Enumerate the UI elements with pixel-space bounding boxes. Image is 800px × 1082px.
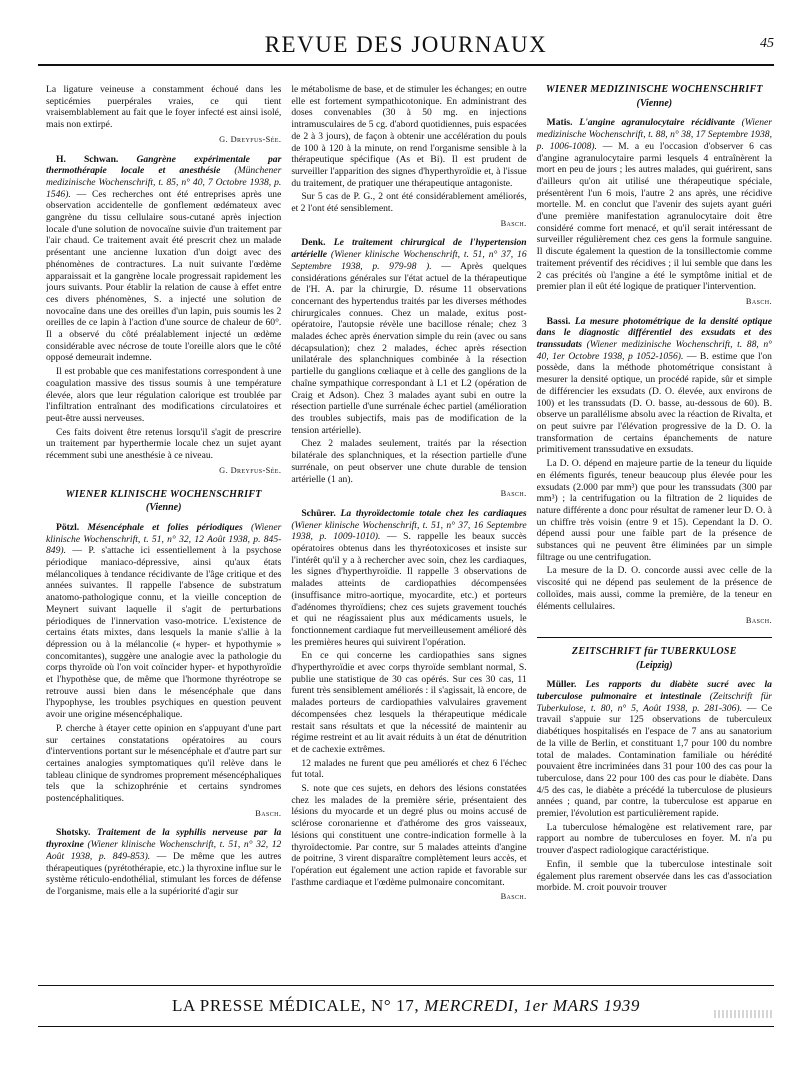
article-heading xyxy=(537,679,772,819)
column-3 xyxy=(537,84,772,964)
paragraph: — Ce travail s'appuie sur 125 observations de tuberculeux diabétiques hospitalisés en l'espace de 7 ans au sanatorium de la ville de Berlin, et constituant 1,7 pour 100 du nombre total de malades. Contamination familiale ou hérédité pouvaient être incriminées dans 31 pour 100 des cas pour la tuberculose, dans 22 pour 100 des cas pour le diabète. Dans 4/5 des cas, le diabète a précédé la tuberculose de plusieurs années ; quand, par contre, la tuberculose est apparue en premier, l'évolution est particulièrement rapide. xyxy=(536,702,772,820)
paragraph: le métabolisme de base, et de stimuler les échanges; en outre elle est fortement sympathicotonique. En administrant des doses convenables (30 à 50 mg. en injections intramusculaires de 5 cg. d'abord quotidiennes, puis espacées de 2 à 3 jours), de façon à obtenir une accélération du pouls de 100 à 120 à la minute, on rend l'organisme sensible à la thérapeutique spécifique (As et Bi). Il est prudent de surveiller l'apparition des signes d'hyperthyroïdie et, à l'issue du traitement, de pratiquer une thérapeutique antagoniste. xyxy=(291,84,527,189)
column-2 xyxy=(291,84,526,964)
article-author: Shotsky. xyxy=(56,827,91,839)
article-citation: (Wiener klinische Wochenschrift, t. 51, n° 37, 16 Septembre 1938, p. 979-98 ). xyxy=(291,249,527,272)
article-citation: (Wiener klinische Wochenschrift, t. 51, n° 32, 12 Août 1938, p. 845-849). xyxy=(46,521,282,557)
article-title: La thyroïdectomie totale chez les cardiaques xyxy=(340,507,527,519)
article-author: Müller. xyxy=(546,679,577,691)
paragraph: En ce qui concerne les cardiopathies sans signes d'hyperthyroïdie et avec corps thyroïde semblant normal, S. publie une statistique de 30 cas opérés. Sur ces 30 cas, 11 furent très sensiblement améliorés : il s'agissait, là encore, de malades porteurs de cardiopathies valvulaires gravement décompensées chez lesquels la thérapeutique médicale restait sans résultats et que la nécessité de maintenir au régime restreint et au lit avait réduits à un état de dénutrition et de cachexie extrêmes. xyxy=(291,650,527,755)
article-heading xyxy=(537,316,772,456)
article-citation: (Wiener klinische Wochenschrift, t. 51, n° 32, 12 Août 1938, p. 849-853). xyxy=(46,839,282,862)
paragraph: Sur 5 cas de P. G., 2 ont été considérablement améliorés, et 2 l'ont été sensiblement. xyxy=(291,191,527,215)
signature: G. Dreyfus-Sée. xyxy=(219,134,282,144)
journal-section-title: REVUE DES JOURNAUX xyxy=(264,32,548,57)
article-title: Les rapports du diabète sucré avec la tuberculose pulmonaire et intestinale xyxy=(536,679,772,703)
paragraph: La tuberculose hémalogène est relativement rare, par rapport au nombre de tuberculoses en foyer. M. n'a pu trouver d'aspect radiologique caractéristique. xyxy=(536,821,772,857)
article-title: L'angine agranulocytaire récidivante xyxy=(579,117,735,129)
printer-mark xyxy=(714,1010,774,1018)
paragraph: Il est probable que ces manifestations correspondent à une coagulation massive des tissus soumis à une température élevée, alors que leur régulation calorique est troublée par l'infiltration entraînant des modifications circulatoires et peut-être aussi nerveuses. xyxy=(46,366,282,424)
paragraph: 12 malades ne furent que peu améliorés et chez 6 l'échec fut total. xyxy=(291,757,527,781)
paragraph: La D. O. dépend en majeure partie de la teneur du liquide en éléments figurés, teneur beaucoup plus élevée pour les exsudats (2.000 par mm³) que pour les transsudats (300 par mm³) ; la centrifugation ou la filtration de 2 liquides de nature différente a donc pour résultat de ramener leur D. O. à un chiffre très voisin (entre 9 et 15). Cependant la D. O. dépend aussi pour une faible part de la présence de substances qui ne peuvent être éliminées par un simple filtrage ou une centrifugation. xyxy=(536,458,772,563)
signature: Basch. xyxy=(255,808,282,818)
signature: Basch. xyxy=(745,616,772,626)
paragraph: — M. a eu l'occasion d'observer 6 cas d'angine agranulocytaire parmi lesquels 4 entraînèrent la mort en peu de jours ; les autres malades, qui guérirent, sans d'ailleurs qu'on ait utilisé une thérapeutique spéciale, présentèrent l'un 6 mois, l'autre 2 ans après, une récidive mortelle. M. en conclut que l'avenir des sujets ayant guéri d'une première manifestation agranulocytaire doit être considéré comme fort menacé, et qu'il serait intéressant de surveiller régulièrement chez ces gens la formule sanguine. Il discute également la question de la tonsillectomie comme traitement préventif des récidives ; il lui semble que dans les 2 cas précités où l'angine a été le symptôme initial et de premier plan il eût été logique de pratiquer l'intervention. xyxy=(536,140,772,293)
page-number: 45 xyxy=(760,36,774,51)
footer-rule xyxy=(38,985,774,986)
page-header xyxy=(38,30,774,66)
article-citation: (Wiener medizinische Wochenschrift, t. 88, n° 40, 1er Octobre 1938, p 1052-1056). xyxy=(536,339,772,362)
article-citation: (Zeitschrift für Tuberkulose, t. 80, n° 5, Août 1938, p. 281-306). xyxy=(536,691,772,714)
article-author: Pötzl. xyxy=(56,521,80,533)
article-citation: (Münchener medizinische Wochenschrift, t. 85, n° 40, 7 Octobre 1938, p. 1546). xyxy=(46,165,282,200)
paragraph: — P. s'attache ici essentiellement à la psychose périodique maniaco-dépressive, ainsi qu'aux états mélancoliques à tendance récidivante de l'âge critique et des années suivantes. Il rappelle l'absence de substratum anatomo-pathologique connu, et la vieille conception de Meynert suivant laquelle il s'agit de perturbations périodiques de l'innervation vaso-motrice. L'existence de certains états mixtes, dans lesquels la manie s'allie à la dépression ou à la mélancolie (« hyper- et hypothymie » concomitantes), suggère une analogie avec la pathologie du corps thyroïde où l'on voit coïncider hyper- et hypothyroïdie et l'hypothèse que, de même que l'hormone thyréotrope se retrouve aussi bien dans le mésencéphale que dans l'hypophyse, les troubles psychiques en question peuvent avoir une origine mésencéphalique. xyxy=(46,545,282,721)
footer-date: MERCREDI, 1er MARS 1939 xyxy=(424,996,640,1015)
column-1 xyxy=(46,84,281,964)
article-citation: (Wiener klinische Wochenschrift, t. 51, n° 37, 16 Septembre 1938, p. 1009-1010). xyxy=(291,519,527,543)
article-columns xyxy=(46,84,772,964)
journal-city: (Vienne) xyxy=(145,502,182,514)
signature: Basch. xyxy=(500,892,527,902)
article-author: Matis. xyxy=(546,117,573,129)
article-author: Denk. xyxy=(301,237,326,249)
article-heading xyxy=(291,508,526,648)
article-heading xyxy=(537,117,772,293)
paragraph: — Après quelques considérations générales sur l'état actuel de la thérapeutique de l'H. A. par la chirurgie, D. résume 11 observations concernant des hypertendus traités par les diverses méthodes chirurgicales connues. Chez un malade, exitus post-opératoire, l'autopsie révèle une bacillose rénale; chez 3 malades échec après énervation simple du rein (avec ou sans décapsulation); chez 2 malades, échec après résection unilatérale des splanchniques combinée à la résection partielle du ganglions cœliaque et à celle des ganglions de la chaîne sympathique correspondant à L1 et L2 (opération de Craig et Adson). Chez 3 malades ayant subi en outre la résection partielle d'une surrénale échec partiel (amélioration des troubles subjectifs, mais pas de modification de la tension artérielle). xyxy=(291,260,527,436)
journal-city: (Leipzig) xyxy=(635,659,673,671)
journal-name: ZEITSCHRIFT für TUBERKULOSE xyxy=(571,645,737,657)
article-author: Bassi. xyxy=(546,315,571,327)
article-title: Le traitement chirurgical de l'hypertension artérielle xyxy=(291,237,527,261)
footer-publication: LA PRESSE MÉDICALE, N° 17, xyxy=(172,996,420,1015)
article-heading xyxy=(46,154,281,365)
signature: Basch. xyxy=(500,489,527,499)
section-divider xyxy=(537,637,772,638)
article-title: Traitement de la syphilis nerveuse par la thyroxine xyxy=(46,827,282,851)
paragraph: La mesure de la D. O. concorde aussi avec celle de la viscosité qui ne dépend pas seulement de la présence de colloïdes, mais aussi, comme la première, de la teneur en éléments cellulaires. xyxy=(536,565,772,612)
signature: Basch. xyxy=(500,218,527,228)
article-heading xyxy=(46,522,281,721)
paragraph: Ces faits doivent être retenus lorsqu'il s'agit de prescrire un traitement par hyperthermie locale chez un sujet ayant récemment subi une anesthésie à ce niveau. xyxy=(46,426,282,462)
paragraph: — Ces recherches ont été entreprises après une observation accidentelle de gonflement œdémateux avec gangrène du tissu cellulaire sous-cutané après injection locale d'une solution de novocaïne suivie d'un traitement par l'air chaud. Ce traitement avait été prescrit chez un malade présentant une ancienne luxation d'un doigt avec des phénomènes de contractures. La nuit suivante l'œdème apparaissait et la gangrène locale progressait rapidement les jours suivants. Pour établir la relation de cause à effet entre ces divers phénomènes, S. a injecté une solution de novocaïne dans une des oreilles d'un lapin, puis soumis les 2 oreilles de ce lapin à l'action d'une source de chaleur de 60°. Il a observé du côté préalablement injecté un œdème considérable avec nécrose de toute l'oreille alors que le côté opposé demeurait indemne. xyxy=(46,188,282,364)
article-heading xyxy=(46,827,281,897)
journal-name: WIENER KLINISCHE WOCHENSCHRIFT xyxy=(65,488,262,500)
journal-city: (Vienne) xyxy=(636,97,673,109)
article-title: Gangrène expérimentale par thermothérapie locale et anesthésie xyxy=(46,153,282,177)
paragraph: Chez 2 malades seulement, traités par la résection bilatérale des splanchniques, et la résection partielle d'une surrénale, on peut observer une chute durable de tension artérielle (1 an). xyxy=(291,438,527,485)
article-citation: (Wiener medizinische Wochenschrift, t. 88, n° 38, 17 Septembre 1938, p. 1006-1008). xyxy=(536,117,772,152)
article-author: Schürer. xyxy=(301,507,336,519)
article-title: La mesure photométrique de la densité optique dans le diagnostic différentiel des exsudats et des transsudats xyxy=(536,315,772,351)
article-author: H. Schwan. xyxy=(56,153,119,165)
paragraph: — S. rappelle les beaux succès opératoires obtenus dans les thyréotoxicoses et insiste sur l'intérêt qu'il y a à rechercher avec soin, chez les cardiaques, les signes d'hyperthyroïdie. Il rappelle 3 observations de malades atteints de cardiopathies décompensées (insuffisance mitro-aortique, myocardite, etc.) et porteurs d'adénomes thyroïdiens; chez ces sujets gravement touchés et qui ne réagissaient plus aux médicaments usuels, le fonctionnement cardiaque fut merveilleusement amélioré dès les premières heures qui suivirent l'opération. xyxy=(291,531,527,648)
article-title: Mésencéphale et folies périodiques xyxy=(87,521,243,533)
page-footer xyxy=(38,996,774,1027)
paragraph: — De même que les autres thérapeutiques (pyrétothérapie, etc.) la thyroxine influe sur le système réticulo-endothélial, stimulant les forces de défense de l'organisme, mais elle a la supériorité d'agir sur xyxy=(46,850,282,897)
paragraph: P. cherche à étayer cette opinion en s'appuyant d'une part sur certaines constatations opératoires au cours d'interventions portant sur le mésencéphale et d'autre part sur certaines analogies symptomatiques qu'il relève dans le tableau clinique de syndromes proprement mésencéphaliques tels que la schizophrénie et certains syndromes postencéphalitiques. xyxy=(46,722,282,805)
paragraph: La ligature veineuse a constamment échoué dans les septicémies puerpérales vraies, ce qui tient vraisemblablement au fait que le foyer infecté est ainsi isolé, mais non extirpé. xyxy=(46,84,282,131)
signature: G. Dreyfus-Sée. xyxy=(219,465,282,475)
paragraph: Enfin, il semble que la tuberculose intestinale soit également plus rarement observée dans les cas d'association morbide. M. croit pouvoir trouver xyxy=(536,858,772,894)
signature: Basch. xyxy=(745,296,772,306)
paragraph: — B. estime que l'on possède, dans la méthode photométrique consistant à mesurer la densité optique, un procédé rapide, sûr et simple de différencier les exsudats (D. O. élevée, aux environs de 100) et les transsudats (D. O. basse, au-dessous de 60). B. observe un parallélisme absolu avec la réaction de Rivalta, et on peut suivre par l'élévation progressive de la D. O. la transformation de certains épanchements de nature primitivement transsudative en exsudats. xyxy=(536,350,772,456)
article-heading xyxy=(291,237,526,436)
footer-text xyxy=(38,996,774,1016)
paragraph: S. note que ces sujets, en dehors des lésions constatées chez les malades de la première série, présentaient des lésions du myocarde et un degré plus ou moins accusé de sclérose coronarienne et d'athérome des gros vaisseaux, lésions qui constituent une contre-indication formelle à la thyroïdectomie. Par contre, sur 5 malades atteints d'angine de poitrine, 3 virent disparaître complètement leurs accès, et l'opération eut également une action rapide et favorable sur l'asthme cardiaque et l'œdème pulmonaire concomitant. xyxy=(291,783,527,888)
journal-name: WIENER MEDIZINISCHE WOCHENSCHRIFT xyxy=(545,84,763,95)
